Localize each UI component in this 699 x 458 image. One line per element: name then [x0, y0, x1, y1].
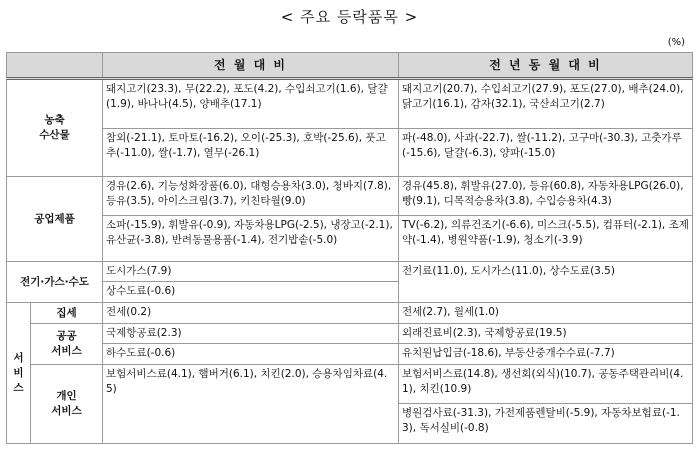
row-rent: [7, 303, 693, 324]
rent-yoy: 전세(2.7), 월세(1.0): [399, 303, 693, 324]
unit-label: (%): [667, 37, 685, 48]
label-utility: 전기·가스·수도: [7, 262, 103, 303]
industrial-mom-down: 소파(-15.9), 휘발유(-0.9), 자동차용LPG(-2.5), 냉장고(-2.1), 유산균(-3.8), 반려동물용품(-1.4), 전기밥솥(-5.0): [103, 215, 398, 248]
page-title: < 주요 등락품목 >: [280, 8, 419, 26]
utility-yoy-cell: [399, 262, 693, 303]
row-personal: [7, 365, 693, 444]
public-yoy-up: 외래진료비(2.3), 국제항공료(19.5): [402, 327, 567, 339]
public-yoy-down: 유치원납입금(-18.6), 부동산중개수수료(-7.7): [399, 343, 692, 361]
agri-mom-cell: [103, 79, 399, 177]
agri-yoy-cell: [399, 79, 693, 177]
label-personal: [31, 365, 103, 444]
label-agri-line2: 수산물: [39, 129, 70, 141]
label-agri: [7, 79, 103, 177]
agri-mom-down: 참외(-21.1), 토마토(-16.2), 오이(-25.3), 호박(-25.6), 풋고추(-11.0), 쌀(-1.7), 열무(-26.1): [103, 128, 398, 161]
industrial-mom-cell: [103, 177, 399, 262]
public-mom-down: 하수도료(-0.6): [103, 343, 398, 361]
label-public-line1: 공공: [56, 330, 77, 342]
rent-mom: 전세(0.2): [103, 303, 399, 324]
label-public-line2: 서비스: [51, 345, 82, 357]
public-mom-cell: [103, 324, 399, 365]
row-industrial: [7, 177, 693, 262]
row-utility: [7, 262, 693, 303]
label-industrial: 공업제품: [7, 177, 103, 262]
label-agri-line1: 농축: [44, 114, 65, 126]
agri-yoy-up: 돼지고기(20.7), 수입쇠고기(27.9), 포도(27.0), 배추(24.0), 닭고기(16.1), 감자(32.1), 국산쇠고기(2.7): [402, 83, 684, 110]
public-mom-up: 국제항공료(2.3): [106, 327, 182, 339]
label-personal-line1: 개인: [56, 390, 77, 402]
industrial-yoy-up: 경유(45.8), 휘발유(27.0), 등유(60.8), 자동차용LPG(26.0), 빵(9.1), 디목적승용차(3.8), 수입승용차(4.3): [402, 180, 684, 207]
header-yoy: 전 년 동 월 대 비: [399, 53, 693, 79]
label-services-char2: 비: [13, 366, 24, 379]
personal-yoy-cell: [399, 365, 693, 444]
personal-mom-up: 보험서비스료(4.1), 햄버거(6.1), 치킨(2.0), 승용차임차료(4.5): [106, 368, 388, 395]
industrial-yoy-cell: [399, 177, 693, 262]
personal-yoy-up: 보험서비스료(14.8), 생선회(외식)(10.7), 공동주택관리비(4.1), 치킨(10.9): [402, 368, 684, 395]
agri-yoy-down: 파(-48.0), 사과(-22.7), 쌀(-11.2), 고구마(-30.3), 고춧가루(-15.6), 달걀(-6.3), 양파(-15.0): [399, 128, 692, 161]
label-rent: 집세: [31, 303, 103, 324]
personal-mom-cell: [103, 365, 399, 444]
label-services: [7, 303, 31, 444]
agri-mom-up: 돼지고기(23.3), 무(22.2), 포도(4.2), 수입쇠고기(1.6), 달걀(1.9), 바나나(4.5), 양배추(17.1): [106, 83, 388, 110]
utility-mom-up: 도시가스(7.9): [106, 265, 172, 277]
header-corner: [7, 53, 103, 79]
label-personal-line2: 서비스: [51, 405, 82, 417]
header-row: [7, 53, 693, 79]
row-agri: [7, 79, 693, 177]
price-change-table: [6, 52, 693, 444]
utility-yoy-up: 전기료(11.0), 도시가스(11.0), 상수도료(3.5): [402, 265, 615, 277]
personal-yoy-down: 병원검사료(-31.3), 가전제품렌탈비(-5.9), 자동차보험료(-1.3), 독서실비(-0.8): [399, 403, 692, 436]
utility-mom-cell: [103, 262, 399, 303]
industrial-mom-up: 경유(2.6), 기능성화장품(6.0), 대형승용차(3.0), 청바지(7.8), 등유(3.5), 아이스크림(3.7), 키친타월(9.0): [106, 180, 392, 207]
row-public: [7, 324, 693, 365]
public-yoy-cell: [399, 324, 693, 365]
industrial-yoy-down: TV(-6.2), 의류건조기(-6.6), 미스크(-5.5), 컴퓨터(-2.1), 조제약(-1.4), 병원약품(-1.9), 청소기(-3.9): [399, 215, 692, 248]
label-public: [31, 324, 103, 365]
header-mom: 전 월 대 비: [103, 53, 399, 79]
label-services-char1: 서: [13, 351, 24, 364]
utility-mom-down: 상수도료(-0.6): [103, 281, 398, 299]
label-services-char3: 스: [13, 381, 24, 394]
